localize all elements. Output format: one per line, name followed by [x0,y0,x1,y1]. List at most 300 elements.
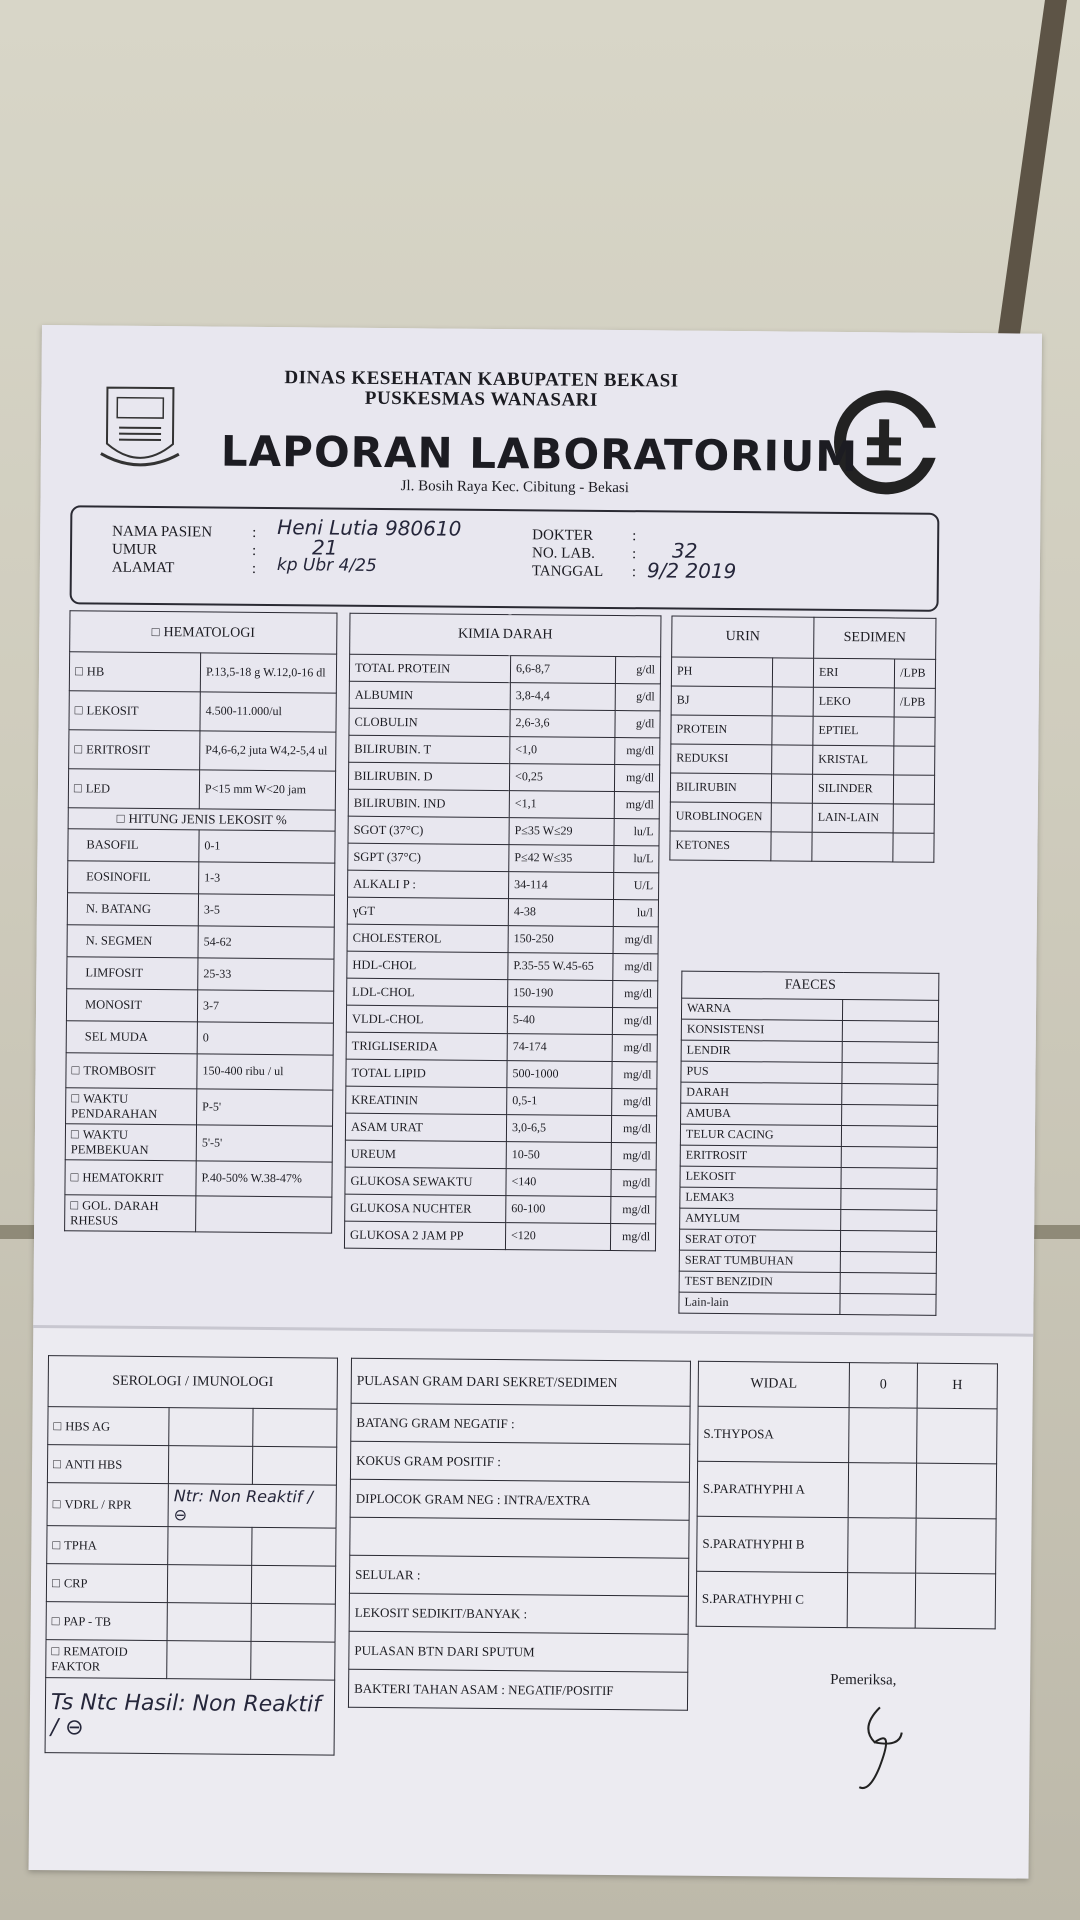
serologi-item: □ PAP - TB [46,1602,167,1641]
faeces-value [842,1042,938,1064]
table-row [679,1292,936,1315]
urin-value [772,687,813,716]
kimia-unit: mg/dl [613,927,658,954]
kimia-name: GLUKOSA NUCHTER [345,1194,506,1222]
sedimen-unit: /LPB [895,659,936,688]
widal-table [696,1361,998,1630]
lab-report-paper [29,325,1042,1879]
umur-label: UMUR [111,541,158,559]
faeces-item: LEMAK3 [680,1187,841,1209]
serologi-value2 [253,1408,337,1447]
widal-h-value [916,1463,996,1519]
faeces-title: FAECES [682,971,939,1000]
hitung-ref: 0-1 [199,830,335,863]
hema-ref: P<15 mm W<20 jam [199,770,335,810]
table-row [67,957,334,991]
table-row [348,789,659,819]
table-row [671,744,935,775]
serologi-value [168,1527,252,1566]
serologi-item: □ HBS AG [48,1407,169,1446]
faeces-item: AMYLUM [680,1208,841,1230]
serologi-item: □ CRP [46,1564,167,1603]
nolab-label: NO. LAB. [531,545,596,562]
vdrl-note: Ntr: Non Reaktif / ⊖ [168,1484,336,1528]
kimia-name: KREATININ [346,1086,507,1114]
faeces-item: AMUBA [681,1103,842,1125]
sedimen-name: SILINDER [812,774,893,804]
table-row [349,681,660,711]
urin-name: PROTEIN [671,715,772,745]
kimia-ref: 3,8-4,4 [510,683,615,711]
pulasan-item: LEKOSIT SEDIKIT/BANYAK : [349,1593,688,1634]
table-row [348,816,659,846]
faeces-item: Lain-lain [679,1292,840,1314]
faeces-item: LEKOSIT [680,1166,841,1188]
table-row [696,1571,995,1629]
table-row [346,1005,657,1035]
kimia-unit: g/dl [615,711,660,738]
urin-value [771,832,812,861]
pulasan-item: KOKUS GRAM POSITIF : [350,1441,689,1482]
alamat-label: ALAMAT [111,559,175,577]
faeces-value [840,1231,936,1253]
table-row [350,1441,689,1482]
faeces-item: LENDIR [681,1040,842,1062]
widal-o-value [848,1518,917,1574]
table-row [345,1194,656,1224]
serologi-bottom-note: Ts Ntc Hasil: Non Reaktif / ⊖ [50,1690,322,1741]
pulasan-title: PULASAN GRAM DARI SEKRET/SEDIMEN [351,1358,690,1406]
hitung-name: LIMFOSIT [67,957,198,990]
widal-col-h: H [917,1363,997,1409]
kimia-ref: P≤35 W≤29 [509,818,614,846]
kimia-name: TOTAL PROTEIN [349,654,510,682]
table-row [671,715,935,746]
hema2-ref: 150-400 ribu / ul [197,1054,333,1090]
table-row [680,1166,937,1189]
pulasan-item: DIPLOCOK GRAM NEG : INTRA/EXTRA [350,1479,689,1520]
table-row [67,925,334,959]
table-row [680,1124,937,1147]
header-address: Jl. Bosih Raya Kec. Cibitung - Bekasi [400,478,629,497]
tanggal-value: 9/2 2019 [646,558,737,584]
kimia-name: TOTAL LIPID [346,1059,507,1087]
hitung-name: N. SEGMEN [67,925,198,958]
kimia-ref: 10-50 [506,1142,611,1170]
serologi-value [167,1565,251,1604]
table-row [350,1517,689,1558]
kimia-unit: g/dl [615,684,660,711]
urin-name: PH [671,657,772,687]
kimia-ref: 3,0-6,5 [506,1115,611,1143]
faeces-value [842,1063,938,1085]
kimia-name: VLDL-CHOL [346,1005,507,1033]
colon: : [251,542,257,559]
table-row [67,893,334,927]
hema2-name: □ WAKTU PENDARAHAN [66,1088,197,1125]
kimia-unit: mg/dl [613,954,658,981]
colon: : [251,560,257,577]
kimia-ref: <120 [505,1223,610,1251]
hematologi-title: □ HEMATOLOGI [70,611,337,654]
hema-ref: 4.500-11.000/ul [200,692,336,732]
faeces-item: DARAH [681,1082,842,1104]
header-line1: DINAS KESEHATAN KABUPATEN BEKASI [284,367,679,392]
kimia-ref: <0,25 [509,764,614,792]
table-row [670,802,934,833]
table-row [48,1407,337,1448]
kimia-unit: mg/dl [611,1223,656,1250]
kimia-name: TRIGLISERIDA [346,1032,507,1060]
faeces-value [841,1126,937,1148]
widal-item: S.PARATHYPHI B [697,1516,848,1572]
kimia-unit: mg/dl [612,1035,657,1062]
faeces-value [840,1294,936,1316]
table-row [68,769,335,810]
serologi-table [45,1355,338,1756]
faeces-item: TELUR CACING [680,1124,841,1146]
kimia-ref: 74-174 [507,1034,612,1062]
nolab-value: 32 [671,538,698,563]
kimia-unit: mg/dl [612,1089,657,1116]
table-row [679,1271,936,1294]
table-row [66,989,333,1023]
urin-name: UROBLINOGEN [670,802,771,832]
table-row [65,1124,332,1162]
faeces-value [841,1210,937,1232]
faeces-value [841,1168,937,1190]
pulasan-item: PULASAN BTN DARI SPUTUM [349,1631,688,1672]
kimia-name: GLUKOSA SEWAKTU [345,1167,506,1195]
hitung-name: MONOSIT [66,989,197,1022]
table-row [670,773,934,804]
header-line2: PUSKESMAS WANASARI [364,387,598,411]
table-row [347,924,658,954]
nama-value: Heni Lutia 980610 [277,515,462,541]
serologi-value2 [251,1565,335,1604]
table-row [65,1160,332,1197]
kimia-name: SGOT (37°C) [348,816,509,844]
sedimen-unit [894,717,935,746]
hema-name: □ ERITROSIT [69,730,200,770]
kimia-unit: mg/dl [613,981,658,1008]
table-row [697,1461,996,1519]
serologi-value [169,1408,253,1447]
kimia-ref: <1,1 [509,791,614,819]
table-row [348,870,659,900]
kimia-unit: mg/dl [611,1143,656,1170]
table-row [345,1113,656,1143]
table-row [46,1564,335,1605]
urin-name: REDUKSI [671,744,772,774]
hitung-ref: 25-33 [198,958,334,991]
urin-name: KETONES [670,831,771,861]
faeces-item: PUS [681,1061,842,1083]
kimia-ref: 150-190 [508,980,613,1008]
kimia-name: ASAM URAT [345,1113,506,1141]
table-row [348,762,659,792]
kimia-name: CHOLESTEROL [347,924,508,952]
sedimen-unit: /LPB [894,688,935,717]
tanggal-label: TANGGAL [531,563,604,580]
kimia-ref: 4-38 [508,899,613,927]
table-row [671,686,935,717]
dokter-label: DOKTER [532,527,594,544]
table-row [346,1059,657,1089]
table-row [66,1053,333,1090]
kimia-darah-table [344,613,662,1252]
sedimen-name: EPTIEL [813,716,894,746]
table-row [346,1086,657,1116]
table-row [679,1229,936,1252]
table-row [66,1088,333,1126]
hitung-name: EOSINOFIL [68,861,199,894]
hema2-ref: 5'-5' [196,1125,332,1162]
table-row [345,1167,656,1197]
kimia-name: ALKALI P : [348,870,509,898]
serologi-item: □ ANTI HBS [47,1445,168,1484]
faeces-item: WARNA [681,998,842,1020]
hematologi-table [64,610,337,1233]
kimia-name: BILIRUBIN. D [348,762,509,790]
kimia-ref: 0,5-1 [507,1088,612,1116]
faeces-value [840,1252,936,1274]
table-row [47,1483,336,1529]
alamat-value: kp Ubr 4/25 [276,555,377,576]
kimia-ref: 2,6-3,6 [510,710,615,738]
kimia-name: GLUKOSA 2 JAM PP [344,1221,505,1249]
faeces-value [841,1147,937,1169]
colon: : [252,524,257,541]
kimia-ref: <140 [506,1169,611,1197]
kimia-name: CLOBULIN [349,708,510,736]
kimia-ref: 34-114 [509,872,614,900]
hema2-ref: P.40-50% W.38-47% [196,1161,332,1197]
widal-title: WIDAL [698,1361,849,1407]
hitung-ref: 1-3 [199,862,335,895]
hitung-name: BASOFIL [68,829,199,862]
table-row [681,1040,938,1063]
faeces-item: SERAT TUMBUHAN [679,1250,840,1272]
faeces-item: KONSISTENSI [681,1019,842,1041]
table-row [698,1406,997,1464]
kimia-unit: mg/dl [615,765,660,792]
table-row [681,1082,938,1105]
kimia-name: LDL-CHOL [347,978,508,1006]
widal-item: S.PARATHYPHI A [697,1461,848,1517]
hema2-name: □ GOL. DARAH RHESUS [65,1195,196,1232]
table-row [69,691,336,732]
table-row [351,1403,690,1444]
urin-value [772,745,813,774]
pulasan-table [348,1358,691,1711]
widal-o-value [848,1463,917,1519]
faeces-table [678,971,939,1316]
widal-item: S.THYPOSA [698,1406,849,1462]
serologi-item: □ TPHA [47,1526,168,1565]
serologi-value [168,1446,252,1485]
hema-name: □ LEKOSIT [69,691,200,731]
hitung-name: SEL MUDA [66,1021,197,1054]
table-row [680,1187,937,1210]
kimia-name: BILIRUBIN. IND [348,789,509,817]
kimia-ref: 500-1000 [507,1061,612,1089]
faeces-value [842,1084,938,1106]
widal-h-value [915,1573,995,1629]
serologi-value2 [252,1527,336,1566]
hitung-ref: 3-7 [197,990,333,1023]
sedimen-name [812,832,893,862]
table-row [349,1593,688,1634]
sedimen-title: SEDIMEN [814,617,936,659]
table-row [350,1479,689,1520]
hitung-ref: 54-62 [198,926,334,959]
widal-h-value [917,1408,997,1464]
faeces-value [842,1021,938,1043]
page-title: LAPORAN LABORATORIUM [220,426,859,482]
table-row [47,1445,336,1486]
table-row [69,652,336,693]
table-row [347,951,658,981]
table-row [47,1526,336,1567]
table-row [69,730,336,771]
serologi-item: □ VDRL / RPR [47,1483,168,1527]
sedimen-unit [894,746,935,775]
table-row [66,1021,333,1055]
hema-name: □ HB [69,652,200,692]
faeces-value [842,1105,938,1127]
sedimen-name: ERI [813,658,894,688]
hitung-ref: 3-5 [198,894,334,927]
kimia-name: HDL-CHOL [347,951,508,979]
faeces-item: TEST BENZIDIN [679,1271,840,1293]
kimia-ref: 5-40 [507,1007,612,1035]
colon: : [631,546,637,563]
umur-value: 21 [311,535,338,560]
sedimen-name: KRISTAL [813,745,894,775]
hitung-ref: 0 [197,1022,333,1055]
colon: : [631,564,637,581]
urin-value [771,774,812,803]
urin-sedimen-table [669,616,936,863]
kimia-unit: lu/l [613,900,658,927]
kimia-unit: lu/L [614,846,659,873]
hema2-ref: P-5' [197,1089,333,1126]
table-row [670,831,934,862]
serologi-item: □ REMATOID FAKTOR [46,1640,167,1679]
serologi-value [167,1603,251,1642]
table-row [671,657,935,688]
serologi-title: SEROLOGI / IMUNOLOGI [48,1356,337,1410]
kimia-ref: P≤42 W≤35 [509,845,614,873]
table-row [68,861,335,895]
table-row [348,1669,687,1710]
widal-item: S.PARATHYPHI C [696,1571,847,1627]
nama-label: NAMA PASIEN [112,523,213,541]
table-row [681,1061,938,1084]
kimia-ref: 60-100 [506,1196,611,1224]
kimia-ref: <1,0 [510,737,615,765]
table-row [680,1145,937,1168]
faeces-item: SERAT OTOT [679,1229,840,1251]
serologi-note-cell [45,1678,335,1756]
table-row [697,1516,996,1574]
widal-o-value [849,1408,918,1464]
kimia-name: UREUM [345,1140,506,1168]
table-row [347,897,658,927]
table-row [65,1195,332,1233]
table-row [46,1602,335,1643]
table-row [349,708,660,738]
sedimen-name: LEKO [813,687,894,717]
faeces-value [840,1273,936,1295]
table-row [348,843,659,873]
serologi-value2 [252,1446,336,1485]
kimia-unit: mg/dl [611,1196,656,1223]
kimia-name: ALBUMIN [349,681,510,709]
hema2-ref [196,1196,332,1233]
sedimen-name: LAIN-LAIN [812,803,893,833]
serologi-value [167,1641,251,1680]
urin-value [771,803,812,832]
kimia-unit: mg/dl [612,1008,657,1035]
hema2-name: □ TROMBOSIT [66,1053,197,1089]
urin-name: BILIRUBIN [670,773,771,803]
widal-h-value [916,1518,996,1574]
table-row [349,735,660,765]
patient-info-box [70,505,940,612]
pulasan-item: BATANG GRAM NEGATIF : [351,1403,690,1444]
hema-name: □ LED [68,769,199,809]
pulasan-item [350,1517,689,1558]
table-row [68,829,335,863]
urin-name: BJ [671,686,772,716]
kimia-unit: mg/dl [615,738,660,765]
table-row [349,1631,688,1672]
faeces-value [841,1189,937,1211]
kimia-name: γGT [347,897,508,925]
sedimen-unit [894,775,935,804]
pulasan-item: BAKTERI TAHAN ASAM : NEGATIF/POSITIF [348,1669,687,1710]
sedimen-unit [893,804,934,833]
serologi-value2 [251,1603,335,1642]
kimia-unit: mg/dl [611,1116,656,1143]
widal-col-o: 0 [849,1363,917,1409]
faeces-value [842,1000,938,1022]
table-row [679,1250,936,1273]
serologi-value2 [251,1641,335,1680]
urin-value [772,716,813,745]
kimia-unit: lu/L [614,819,659,846]
urin-title: URIN [672,616,814,658]
pulasan-item: SELULAR : [349,1555,688,1596]
kimia-unit: g/dl [615,657,660,684]
faeces-item: ERITROSIT [680,1145,841,1167]
hitung-title: □ HITUNG JENIS LEKOSIT % [68,808,335,831]
table-row [347,978,658,1008]
examiner-signature [839,1697,910,1798]
kimia-unit: mg/dl [612,1062,657,1089]
table-row [346,1032,657,1062]
table-row [344,1221,655,1251]
table-row [681,1019,938,1042]
table-row [681,1103,938,1126]
kimia-ref: 150-250 [508,926,613,954]
kimia-unit: mg/dl [614,792,659,819]
kimia-title: KIMIA DARAH [350,613,661,657]
hitung-name: N. BATANG [67,893,198,926]
kimia-unit: U/L [614,873,659,900]
